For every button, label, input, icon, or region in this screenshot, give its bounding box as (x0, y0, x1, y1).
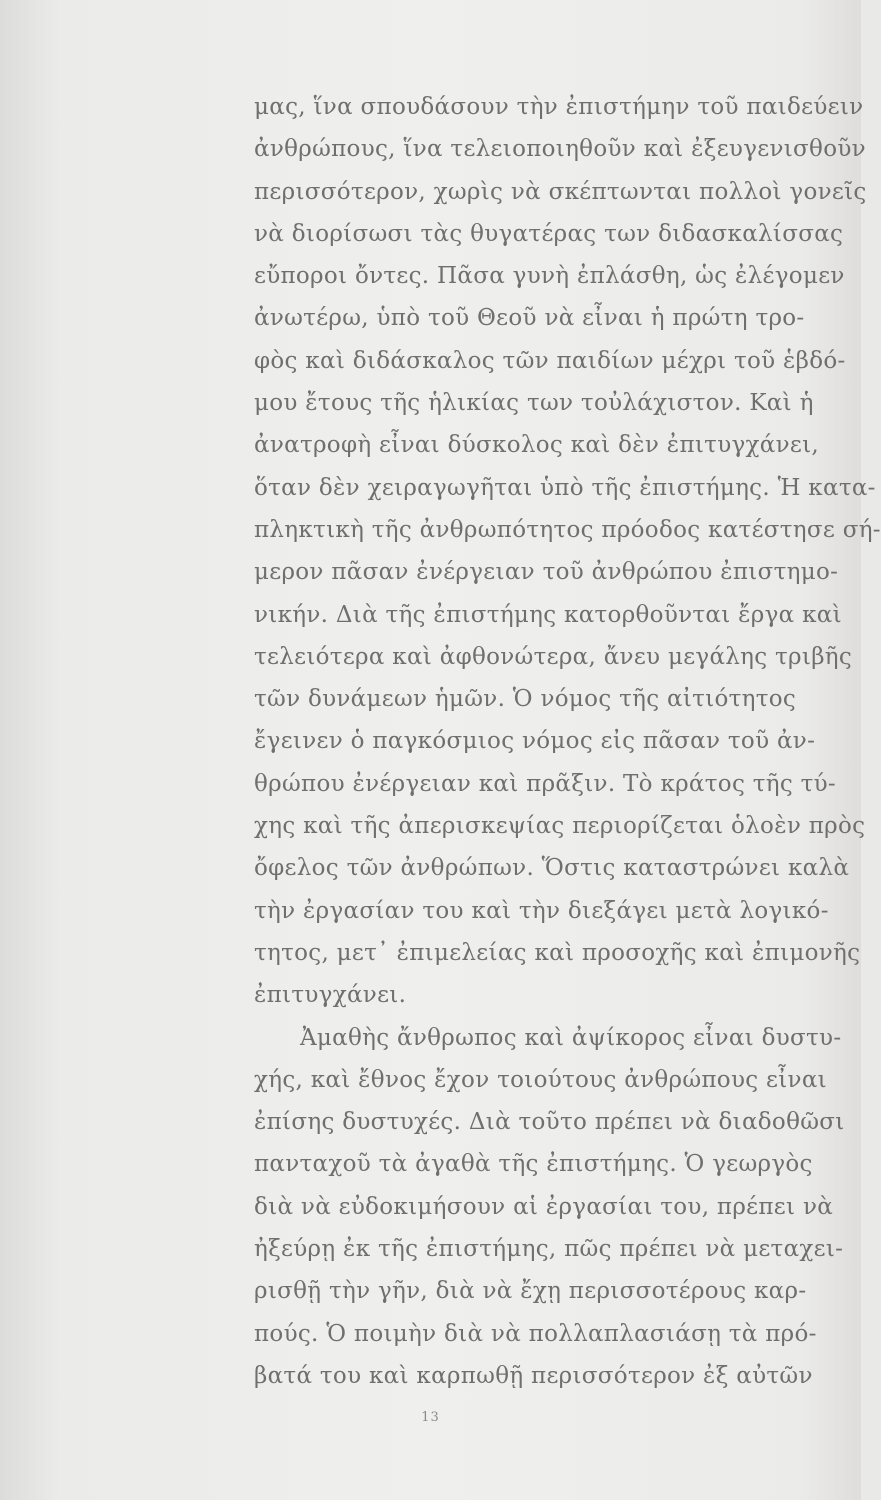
text-line: ἐπίσης δυστυχές. Διὰ τοῦτο πρέπει νὰ διαδοθῶσι (254, 1109, 845, 1136)
paragraph-start-line: Ἀμαθὴς ἄνθρωπος καὶ ἀψίκορος εἶναι δυστυ- (300, 1024, 842, 1051)
text-line: τελειότερα καὶ ἀφθονώτερα, ἄνευ μεγάλης τριβῆς (254, 643, 853, 670)
text-line: διὰ νὰ εὐδοκιμήσουν αἱ ἐργασίαι του, πρέπει νὰ (254, 1193, 834, 1220)
text-line: βατά του καὶ καρπωθῇ περισσότερον ἐξ αὐτῶν (254, 1362, 813, 1389)
text-line: ἠξεύρῃ ἐκ τῆς ἐπιστήμης, πῶς πρέπει νὰ μεταχει- (254, 1236, 844, 1263)
text-line: μου ἔτους τῆς ἡλικίας των τοὐλάχιστον. Καὶ ἡ (254, 390, 814, 417)
text-line: ἀνατροφὴ εἶναι δύσκολος καὶ δὲν ἐπιτυγχάνει, (254, 432, 820, 459)
text-line: χής, καὶ ἔθνος ἔχον τοιούτους ἀνθρώπους εἶναι (254, 1066, 827, 1093)
text-line: πληκτικὴ τῆς ἀνθρωπότητος πρόοδος κατέστησε σή- (254, 516, 881, 543)
text-line: θρώπου ἐνέργειαν καὶ πρᾶξιν. Τὸ κράτος τῆς τύ- (254, 770, 837, 797)
text-line: ρισθῇ τὴν γῆν, διὰ νὰ ἔχῃ περισσοτέρους καρ- (254, 1278, 807, 1305)
text-line: χης καὶ τῆς ἀπερισκεψίας περιορίζεται ὁλοὲν πρὸς (254, 813, 866, 840)
text-line: ὅταν δὲν χειραγωγῆται ὑπὸ τῆς ἐπιστήμης. Ἡ κατα- (254, 474, 876, 501)
page-number: 13 (421, 1410, 440, 1425)
text-line: τὴν ἐργασίαν του καὶ τὴν διεξάγει μετὰ λογικό- (254, 897, 829, 924)
text-line: μας, ἵνα σπουδάσουν τὴν ἐπιστήμην τοῦ παιδεύειν (254, 94, 864, 120)
text-line: νὰ διορίσωσι τὰς θυγατέρας των διδασκαλίσσας (254, 220, 844, 247)
text-line: πανταχοῦ τὰ ἀγαθὰ τῆς ἐπιστήμης. Ὁ γεωργὸς (254, 1151, 813, 1178)
text-line: μερον πᾶσαν ἐνέργειαν τοῦ ἀνθρώπου ἐπιστημο- (254, 559, 839, 586)
text-line: φὸς καὶ διδάσκαλος τῶν παιδίων μέχρι τοῦ ἑβδό- (254, 347, 846, 374)
text-line: νικήν. Διὰ τῆς ἐπιστήμης κατορθοῦνται ἔργα καὶ (254, 601, 842, 628)
text-line: εὔποροι ὄντες. Πᾶσα γυνὴ ἐπλάσθη, ὡς ἐλέγομεν (254, 263, 845, 290)
text-line: ἔγεινεν ὁ παγκόσμιος νόμος εἰς πᾶσαν τοῦ ἀν- (254, 728, 816, 755)
paragraph-end-line: ἐπιτυγχάνει. (254, 982, 407, 1009)
body-text (254, 86, 881, 1397)
text-line: τητος, μετ᾽ ἐπιμελείας καὶ προσοχῆς καὶ ἐπιμονῆς (254, 939, 861, 966)
text-line: ἀνθρώπους, ἵνα τελειοποιηθοῦν καὶ ἐξευγενισθοῦν (254, 136, 866, 163)
text-line: ἀνωτέρω, ὑπὸ τοῦ Θεοῦ νὰ εἶναι ἡ πρώτη τρο- (254, 305, 805, 332)
text-line: περισσότερον, χωρὶς νὰ σκέπτωνται πολλοὶ γονεῖς (254, 178, 867, 205)
text-line: ὄφελος τῶν ἀνθρώπων. Ὅστις καταστρώνει καλὰ (254, 855, 850, 882)
text-line: τῶν δυνάμεων ἡμῶν. Ὁ νόμος τῆς αἰτιότητος (254, 686, 797, 713)
text-line: πούς. Ὁ ποιμὴν διὰ νὰ πολλαπλασιάσῃ τὰ πρό- (254, 1320, 817, 1347)
